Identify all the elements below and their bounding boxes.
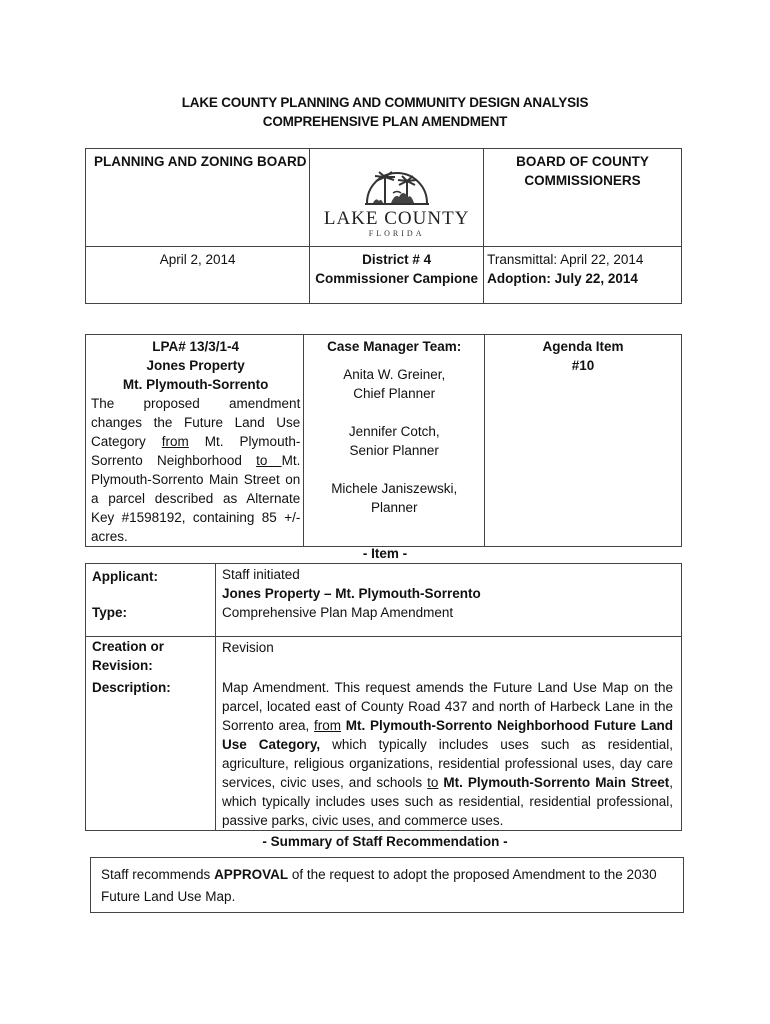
lpa-property: Jones Property [146,358,245,373]
staff-name-2: Jennifer Cotch, [348,424,440,439]
item-heading: - Item - [362,546,408,561]
type-value-title: Jones Property – Mt. Plymouth-Sorrento [222,586,481,601]
logo-subtext: FLORIDA [368,229,425,238]
dates-cell [484,247,682,304]
bcc-label-line-1: BOARD OF COUNTY [516,154,649,169]
creation-value: Revision [216,637,682,678]
district: District # 4 [362,252,432,267]
lpa-area: Mt. Plymouth-Sorrento [122,377,269,392]
transmittal-date: Transmittal: April 22, 2014 [487,252,644,267]
agenda-number: #10 [571,358,595,373]
staff-name-3: Michele Janiszewski, [331,481,458,496]
header-table [85,148,682,304]
applicant-type-values [216,564,682,637]
bcc-label-line-2: COMMISSIONERS [524,173,641,188]
staff-name-1: Anita W. Greiner, [343,367,446,382]
lpa-table [85,334,682,547]
bcc-label-cell [484,149,682,247]
applicant-type-labels [86,564,216,637]
document-title-line-1: LAKE COUNTY PLANNING AND COMMUNITY DESIGN ANALYSIS [181,95,589,110]
agenda-label: Agenda Item [542,339,624,354]
logo-text: LAKE COUNTY [323,208,470,229]
staff-title-3: Planner [370,500,418,515]
lpa-cell [86,335,304,547]
case-manager-cell [304,335,485,547]
type-label: Type: [92,605,128,620]
case-manager-label: Case Manager Team: [327,339,462,354]
staff-title-2: Senior Planner [349,443,439,458]
applicant-value: Staff initiated [222,567,300,582]
type-value: Comprehensive Plan Map Amendment [222,605,454,620]
pzb-date: April 2, 2014 [86,247,310,304]
creation-label: Creation or Revision: [86,637,216,678]
recommendation-decision: APPROVAL [214,867,289,882]
applicant-label: Applicant: [92,569,158,584]
district-cell [310,247,484,304]
commissioner: Commissioner Campione [315,271,479,286]
pzb-label: PLANNING AND ZONING BOARD [86,149,310,247]
staff-title-1: Chief Planner [353,386,436,401]
description-value: Map Amendment. This request amends the Future Land Use Map on the parcel, located east of County Road 437 and north of Harbeck Lane in the Sorrento area, from Mt. Plymouth-Sorrento Neighborhood Future Land Use Category, which typically includes uses such as residential, agriculture, religious organizations, residential professional uses, day care services, civic uses, and schools to Mt. Plymouth-Sorrento Main Street, which typically includes uses such as residential, residential professional, passive parks, civic uses, and commerce uses. [216,678,682,831]
summary-heading: - Summary of Staff Recommendation - [262,834,508,849]
lake-county-logo [310,149,483,239]
recommendation-box: Staff recommends APPROVAL of the request to adopt the proposed Amendment to the 2030 Future Land Use Map. [90,857,684,913]
adoption-date: Adoption: July 22, 2014 [487,271,638,286]
lpa-description: The proposed amendment changes the Future Land Use Category from Mt. Plymouth-Sorrento Neighborhood to Mt. Plymouth-Sorrento Main Street on a parcel described as Alternate Key #1598192, containing 85 +/- acres. [91,396,301,544]
agenda-cell [485,335,682,547]
logo-cell [310,149,484,247]
item-table [85,563,682,831]
document-title-line-2: COMPREHENSIVE PLAN AMENDMENT [262,114,508,129]
lpa-number: LPA# 13/3/1-4 [152,339,240,354]
county-seal-icon [363,163,431,207]
description-label: Description: [86,678,216,831]
